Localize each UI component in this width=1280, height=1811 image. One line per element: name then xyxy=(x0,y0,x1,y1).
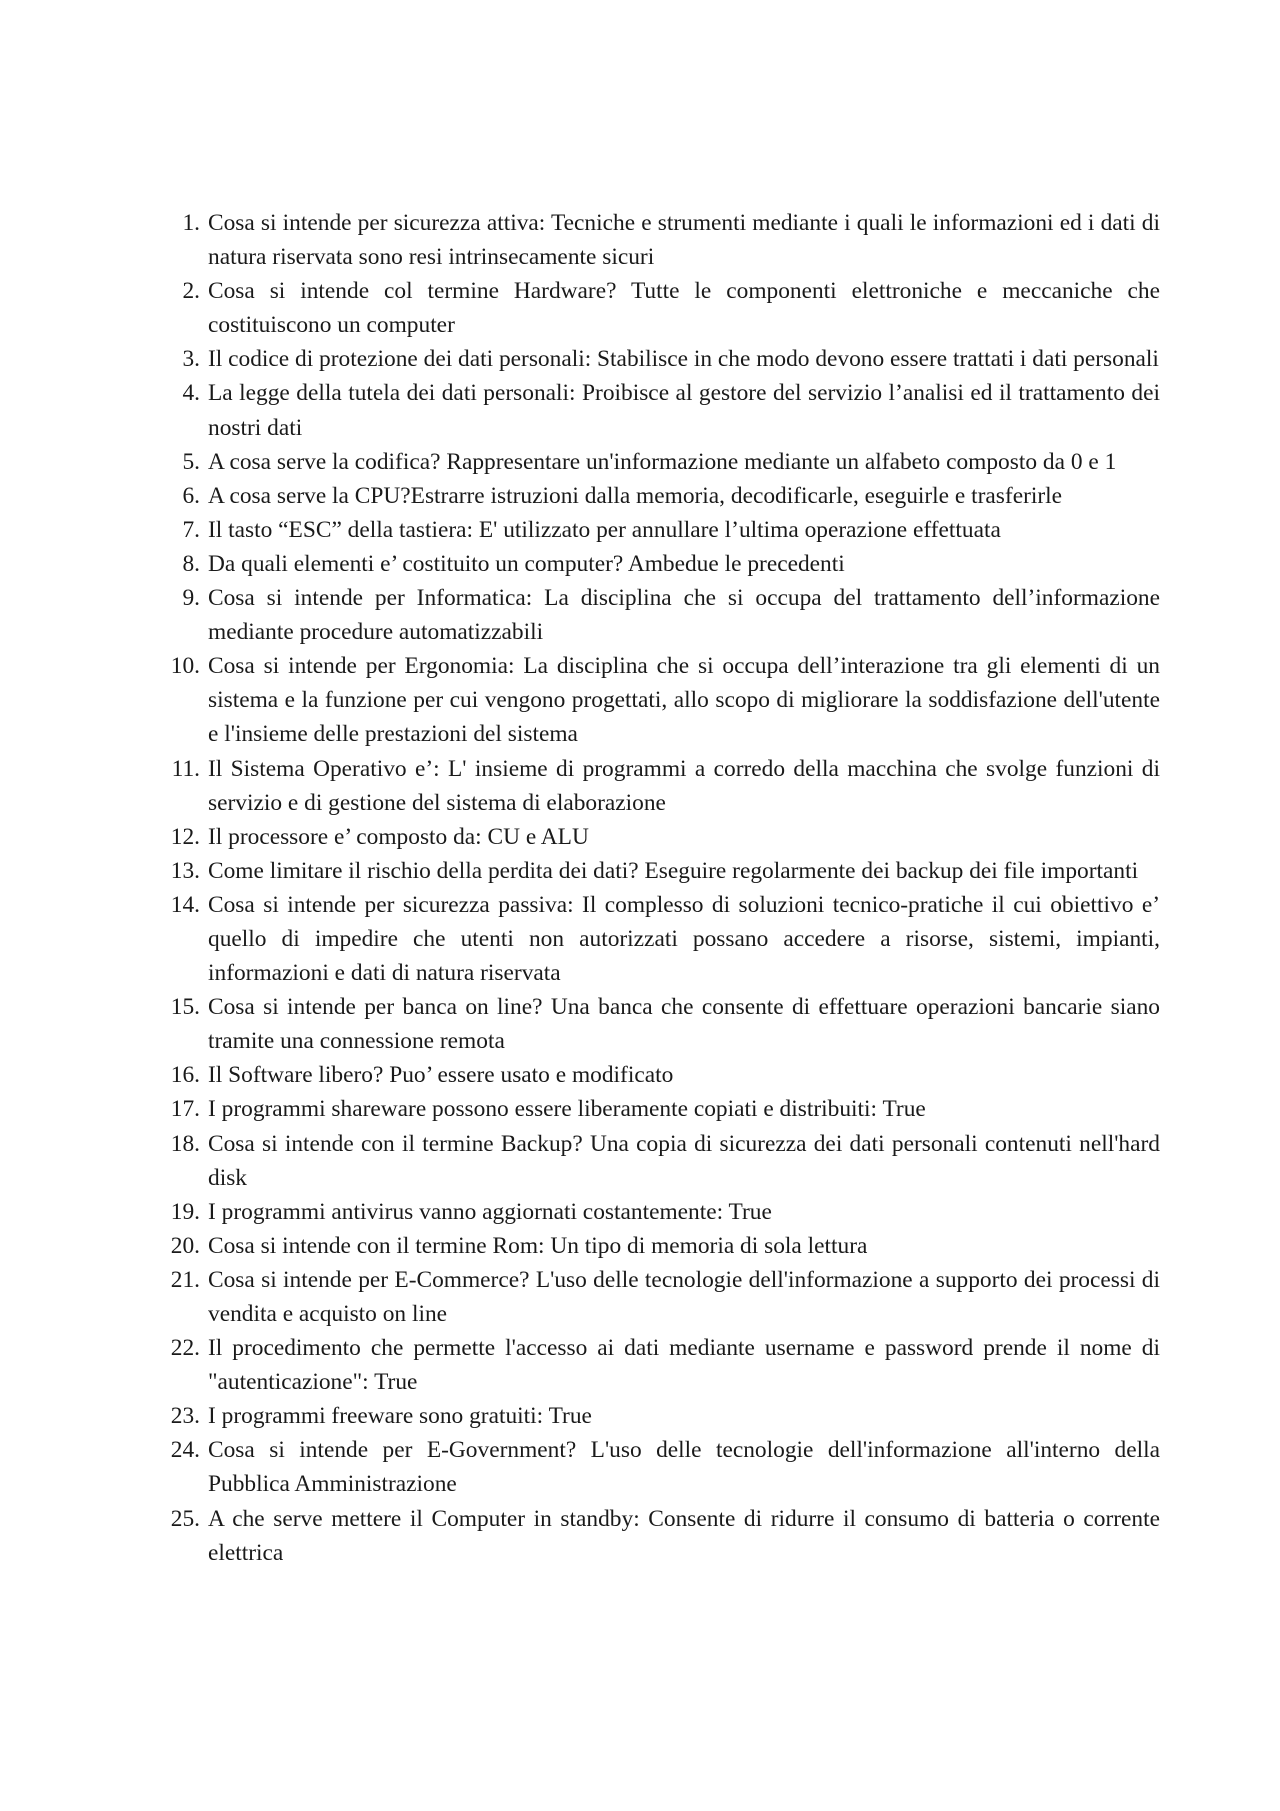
list-item xyxy=(158,376,1160,444)
item-text: Cosa si intende con il termine Backup? Una copia di sicurezza dei dati personali contenuti nell'hard disk xyxy=(208,1130,1160,1191)
item-text: Il procedimento che permette l'accesso ai dati mediante username e password prende il nome di "autenticazione": True xyxy=(208,1335,1160,1396)
item-text: La legge della tutela dei dati personali: Proibisce al gestore del servizio l’analisi ed il trattamento dei nostri dati xyxy=(208,380,1160,441)
item-number: 15. xyxy=(170,994,200,1021)
item-text: A cosa serve la codifica? Rappresentare un'informazione mediante un alfabeto composto da 0 e 1 xyxy=(208,448,1117,475)
item-text: Il Software libero? Puo’ essere usato e modificato xyxy=(208,1062,674,1089)
list-item xyxy=(158,1229,1160,1263)
list-item xyxy=(158,1331,1160,1399)
item-text: A che serve mettere il Computer in standby: Consente di ridurre il consumo di batteria o corrente elettrica xyxy=(208,1505,1160,1566)
item-text: Il codice di protezione dei dati personali: Stabilisce in che modo devono essere trattati i dati personali xyxy=(208,346,1159,373)
list-item xyxy=(158,581,1160,649)
item-number: 7. xyxy=(182,516,200,543)
list-item xyxy=(158,752,1160,820)
item-number: 13. xyxy=(170,857,200,884)
list-item xyxy=(158,1399,1160,1433)
item-number: 18. xyxy=(170,1130,200,1157)
item-number: 3. xyxy=(182,346,200,373)
item-number: 16. xyxy=(170,1062,200,1089)
list-item xyxy=(158,206,1160,274)
list-item xyxy=(158,1127,1160,1195)
question-answer-list xyxy=(158,206,1160,1570)
item-text: Cosa si intende col termine Hardware? Tutte le componenti elettroniche e meccaniche che costituiscono un computer xyxy=(208,278,1160,339)
item-text: I programmi freeware sono gratuiti: True xyxy=(208,1403,592,1430)
item-number: 14. xyxy=(170,891,200,918)
item-number: 17. xyxy=(170,1096,200,1123)
item-text: Cosa si intende per sicurezza passiva: Il complesso di soluzioni tecnico-pratiche il cui obiettivo e’ quello di impedire che utenti non autorizzati possano accedere a risorse, sistemi, impianti, informazioni e dati di natura riservata xyxy=(208,891,1160,987)
list-item xyxy=(158,854,1160,888)
item-text: I programmi shareware possono essere liberamente copiati e distribuiti: True xyxy=(208,1096,926,1123)
list-item xyxy=(158,547,1160,581)
list-item xyxy=(158,274,1160,342)
item-text: Cosa si intende per banca on line? Una banca che consente di effettuare operazioni bancarie siano tramite una connessione remota xyxy=(208,994,1160,1055)
list-item xyxy=(158,1058,1160,1092)
item-text: Cosa si intende con il termine Rom: Un tipo di memoria di sola lettura xyxy=(208,1232,868,1259)
list-item xyxy=(158,1433,1160,1501)
item-number: 24. xyxy=(170,1437,200,1464)
item-number: 11. xyxy=(171,755,200,782)
item-text: Cosa si intende per E-Commerce? L'uso delle tecnologie dell'informazione a supporto dei processi di vendita e acquisto on line xyxy=(208,1266,1160,1327)
list-item xyxy=(158,445,1160,479)
item-text: Cosa si intende per Informatica: La disciplina che si occupa del trattamento dell’informazione mediante procedure automatizzabili xyxy=(208,585,1160,646)
item-number: 4. xyxy=(182,380,200,407)
list-item xyxy=(158,649,1160,751)
item-text: Da quali elementi e’ costituito un computer? Ambedue le precedenti xyxy=(208,550,845,577)
item-text: Il Sistema Operativo e’: L' insieme di programmi a corredo della macchina che svolge funzioni di servizio e di gestione del sistema di elaborazione xyxy=(208,755,1160,816)
item-number: 21. xyxy=(170,1266,200,1293)
list-item xyxy=(158,820,1160,854)
item-number: 10. xyxy=(170,653,200,680)
item-number: 6. xyxy=(182,482,200,509)
item-text: Come limitare il rischio della perdita dei dati? Eseguire regolarmente dei backup dei file importanti xyxy=(208,857,1139,884)
item-number: 5. xyxy=(182,448,200,475)
item-text: A cosa serve la CPU?Estrarre istruzioni dalla memoria, decodificarle, eseguirle e trasferirle xyxy=(208,482,1063,509)
item-number: 23. xyxy=(170,1403,200,1430)
item-text: Il tasto “ESC” della tastiera: E' utilizzato per annullare l’ultima operazione effettuata xyxy=(208,516,1001,543)
list-item xyxy=(158,1092,1160,1126)
list-item xyxy=(158,1195,1160,1229)
item-text: Il processore e’ composto da: CU e ALU xyxy=(208,823,589,850)
list-item xyxy=(158,990,1160,1058)
list-item xyxy=(158,888,1160,990)
item-number: 22. xyxy=(170,1335,200,1362)
item-text: I programmi antivirus vanno aggiornati costantemente: True xyxy=(208,1198,772,1225)
list-item xyxy=(158,479,1160,513)
item-text: Cosa si intende per Ergonomia: La disciplina che si occupa dell’interazione tra gli elementi di un sistema e la funzione per cui vengono progettati, allo scopo di migliorare la soddisfazione dell'utente e l'insieme delle prestazioni del sistema xyxy=(208,653,1160,748)
item-number: 8. xyxy=(182,550,200,577)
item-number: 12. xyxy=(170,823,200,850)
item-number: 1. xyxy=(182,210,200,236)
list-item xyxy=(158,1263,1160,1331)
item-number: 25. xyxy=(170,1505,200,1532)
item-text: Cosa si intende per E-Government? L'uso delle tecnologie dell'informazione all'interno della Pubblica Amministrazione xyxy=(208,1437,1160,1498)
list-item xyxy=(158,1502,1160,1570)
list-item xyxy=(158,342,1160,376)
item-number: 20. xyxy=(170,1232,200,1259)
item-number: 2. xyxy=(182,278,200,305)
list-item xyxy=(158,513,1160,547)
item-number: 19. xyxy=(170,1198,200,1225)
item-number: 9. xyxy=(182,585,200,612)
item-text: Cosa si intende per sicurezza attiva: Tecniche e strumenti mediante i quali le informazioni ed i dati di natura riservata sono resi intrinsecamente sicuri xyxy=(208,210,1160,271)
